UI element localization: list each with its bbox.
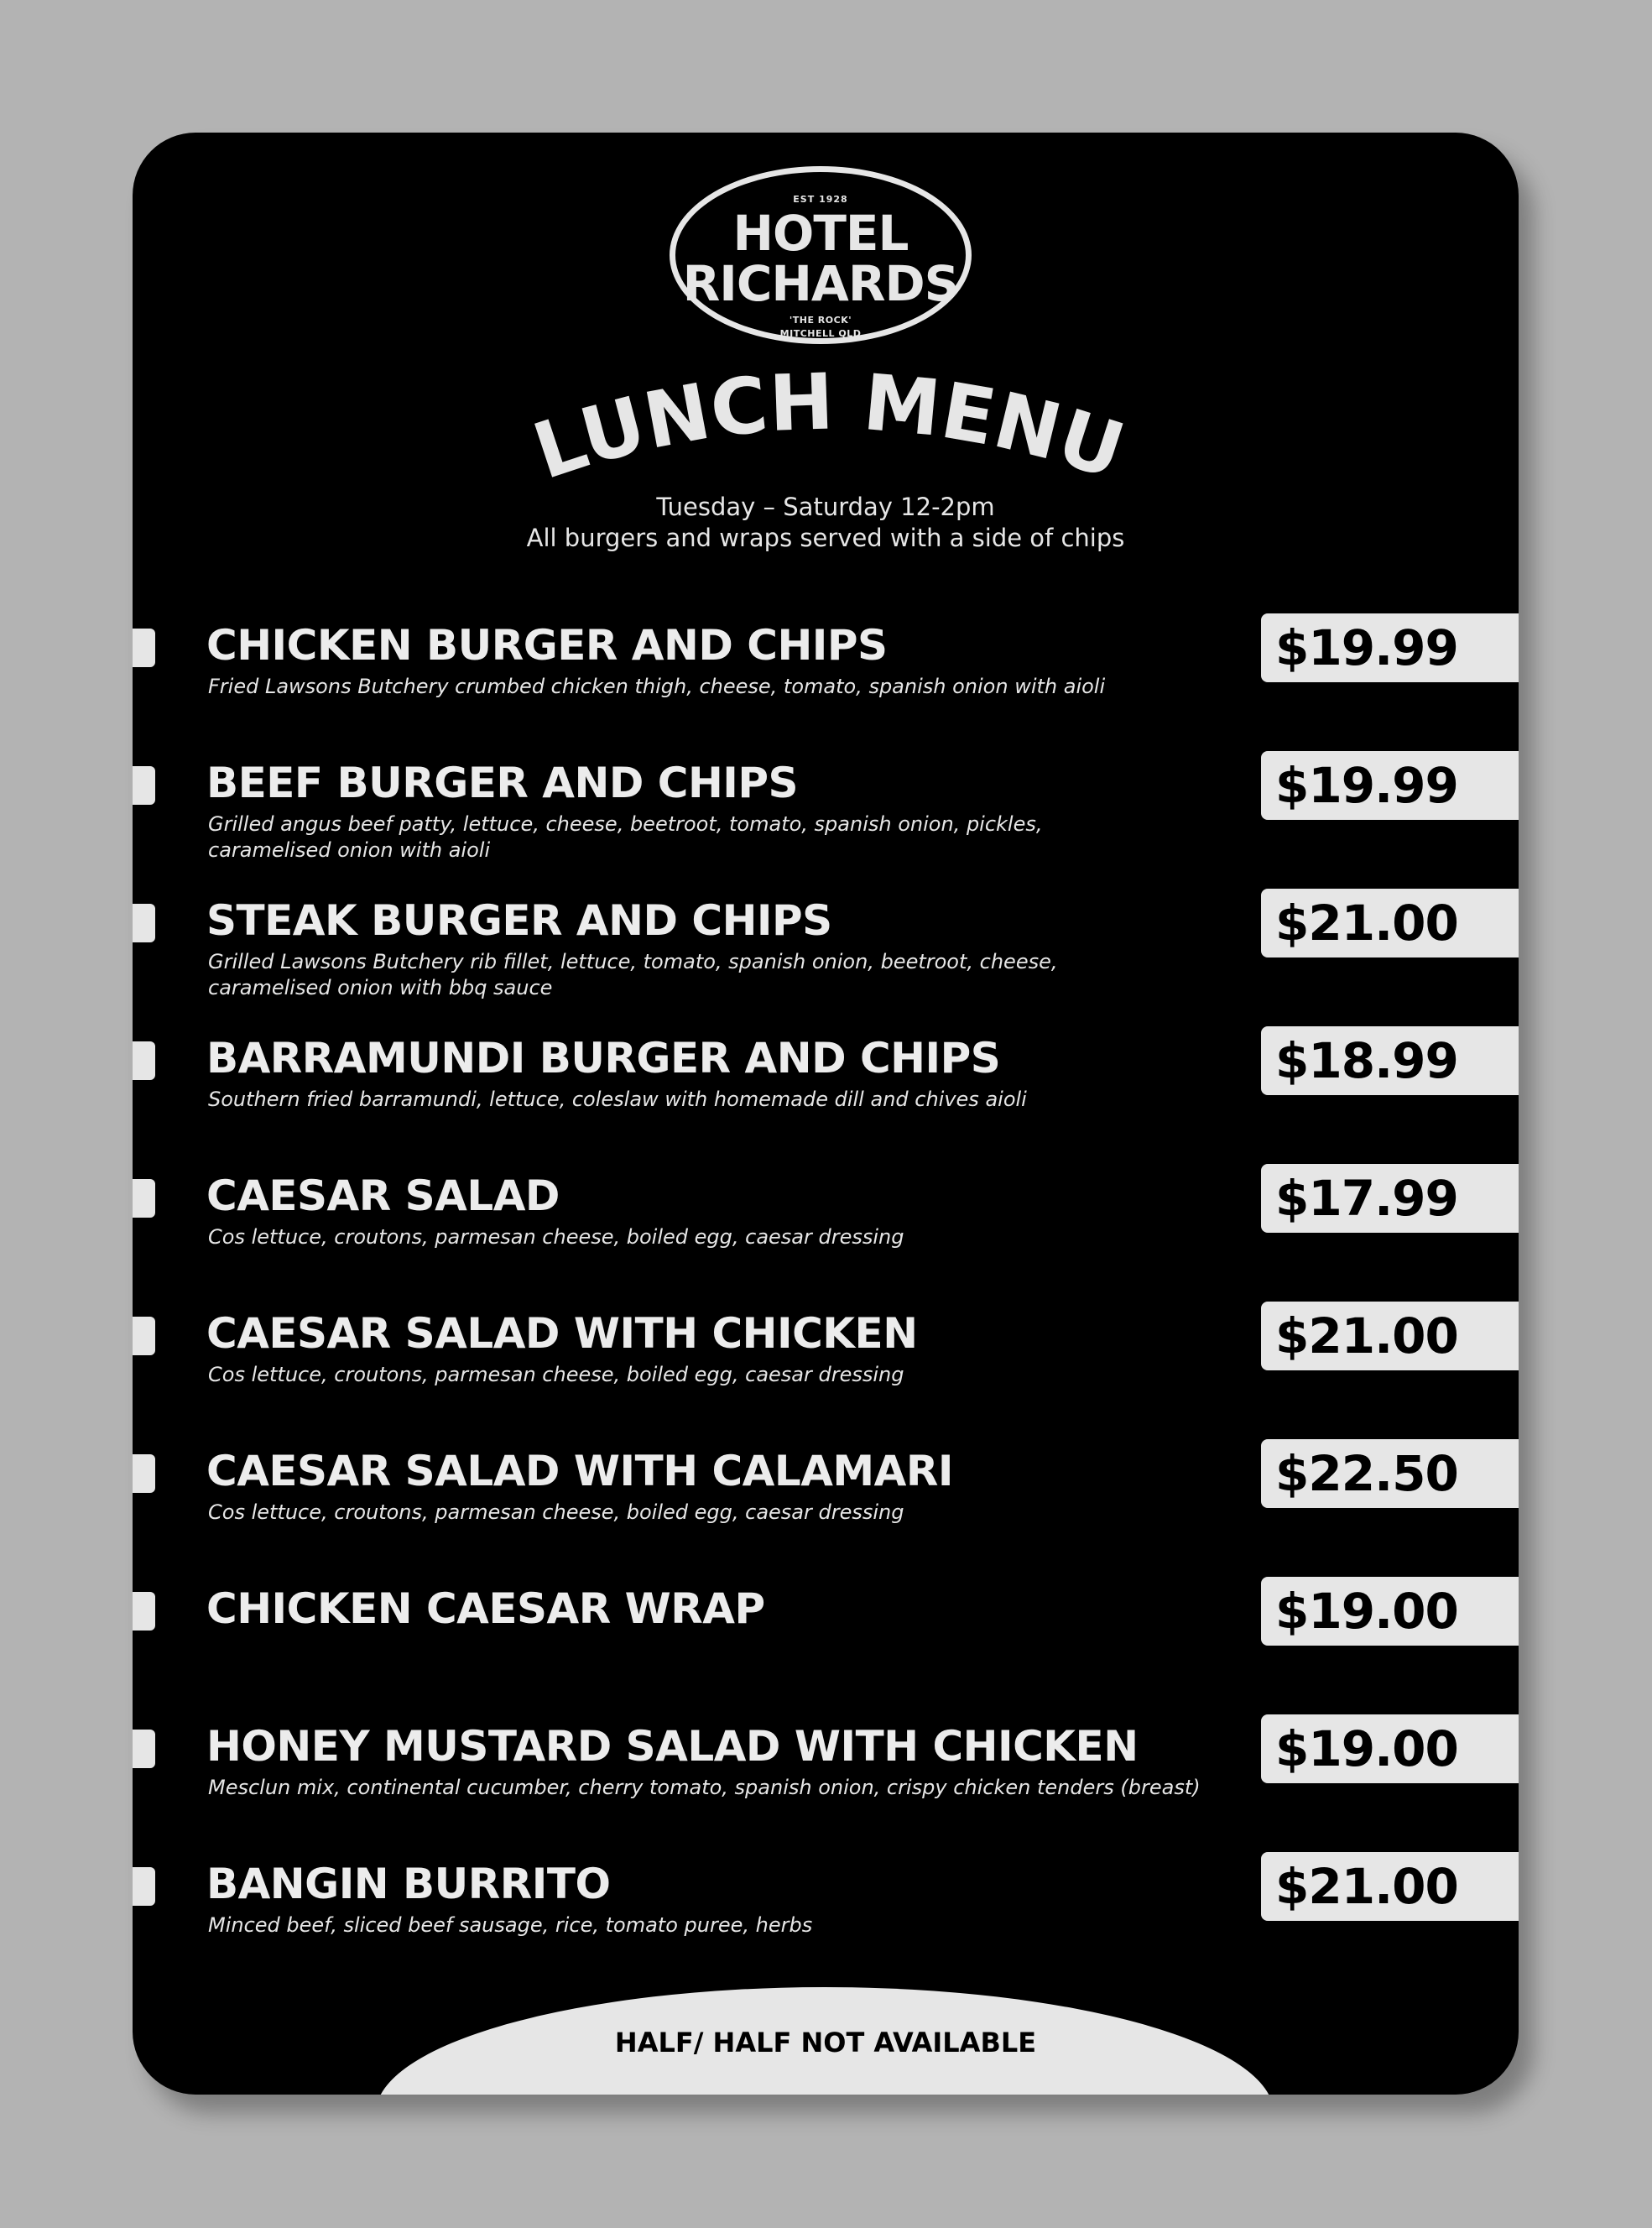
- logo-name-line1: HOTEL: [732, 205, 909, 262]
- menu-item: [133, 1714, 1519, 1840]
- menu-item: [133, 1439, 1519, 1565]
- item-price: $22.50: [1275, 1445, 1458, 1502]
- menu-item: [133, 1164, 1519, 1290]
- item-description: Cos lettuce, croutons, parmesan cheese, boiled egg, caesar dressing: [208, 1225, 904, 1249]
- price-tag: [1261, 1714, 1519, 1783]
- item-price: $21.00: [1275, 895, 1458, 952]
- price-tag: [1261, 751, 1519, 820]
- item-description: Cos lettuce, croutons, parmesan cheese, boiled egg, caesar dressing: [208, 1500, 904, 1524]
- item-name: BANGIN BURRITO: [206, 1860, 611, 1908]
- price-tag: [1261, 1852, 1519, 1921]
- logo-est: EST 1928: [793, 194, 848, 205]
- item-price: $19.00: [1275, 1583, 1458, 1640]
- item-tab-marker: [133, 1867, 155, 1906]
- item-tab-marker: [133, 1592, 155, 1631]
- item-tab-marker: [133, 1730, 155, 1768]
- menu-item: [133, 1026, 1519, 1152]
- item-name: CHICKEN CAESAR WRAP: [206, 1584, 765, 1633]
- price-tag: [1261, 1439, 1519, 1508]
- item-price: $18.99: [1275, 1032, 1458, 1089]
- item-price: $19.99: [1275, 757, 1458, 814]
- price-tag: [1261, 1164, 1519, 1233]
- menu-item: [133, 613, 1519, 739]
- menu-item: [133, 1577, 1519, 1703]
- item-name: STEAK BURGER AND CHIPS: [206, 896, 832, 945]
- half-half-notice: HALF/ HALF NOT AVAILABLE: [614, 2027, 1037, 2058]
- item-price: $19.00: [1275, 1720, 1458, 1777]
- price-tag: [1261, 889, 1519, 957]
- menu-item: [133, 751, 1519, 877]
- svg-text:LUNCH MENU: [523, 357, 1134, 497]
- item-price: $17.99: [1275, 1170, 1458, 1227]
- item-description: Southern fried barramundi, lettuce, coleslaw with homemade dill and chives aioli: [208, 1088, 1027, 1111]
- menu-board: [133, 133, 1519, 2095]
- item-tab-marker: [133, 1041, 155, 1080]
- item-name: CHICKEN BURGER AND CHIPS: [206, 621, 888, 670]
- item-description: Mesclun mix, continental cucumber, cherry tomato, spanish onion, crispy chicken tenders (breast): [208, 1776, 1201, 1799]
- hours-text: Tuesday – Saturday 12-2pm: [656, 493, 995, 521]
- item-name: CAESAR SALAD: [206, 1171, 560, 1220]
- logo-sub-line2: MITCHELL QLD: [779, 328, 862, 339]
- item-name: BEEF BURGER AND CHIPS: [206, 759, 799, 807]
- price-tag: [1261, 1577, 1519, 1646]
- item-tab-marker: [133, 1317, 155, 1355]
- item-description: Grilled Lawsons Butchery rib fillet, lettuce, tomato, spanish onion, beetroot, cheese, caramelised onion with bbq sauce: [208, 950, 1058, 999]
- item-name: BARRAMUNDI BURGER AND CHIPS: [206, 1034, 1001, 1083]
- item-tab-marker: [133, 766, 155, 805]
- item-name: HONEY MUSTARD SALAD WITH CHICKEN: [206, 1722, 1139, 1771]
- item-tab-marker: [133, 1179, 155, 1218]
- menu-item: [133, 1852, 1519, 1978]
- item-description: Minced beef, sliced beef sausage, rice, tomato puree, herbs: [208, 1913, 813, 1937]
- menu-item: [133, 1302, 1519, 1427]
- item-description: Grilled angus beef patty, lettuce, cheese, beetroot, tomato, spanish onion, pickles, caramelised onion with aioli: [208, 812, 1043, 862]
- item-tab-marker: [133, 1454, 155, 1493]
- item-tab-marker: [133, 629, 155, 667]
- price-tag: [1261, 1302, 1519, 1370]
- item-price: $21.00: [1275, 1307, 1458, 1364]
- chips-note: All burgers and wraps served with a side of chips: [526, 524, 1125, 552]
- item-description: Cos lettuce, croutons, parmesan cheese, boiled egg, caesar dressing: [208, 1363, 904, 1386]
- item-tab-marker: [133, 904, 155, 942]
- logo-name-line2: RICHARDS: [682, 255, 959, 312]
- price-tag: [1261, 613, 1519, 682]
- price-tag: [1261, 1026, 1519, 1095]
- item-description: Fried Lawsons Butchery crumbed chicken thigh, cheese, tomato, spanish onion with aioli: [208, 675, 1106, 698]
- item-name: CAESAR SALAD WITH CALAMARI: [206, 1447, 953, 1495]
- item-price: $19.99: [1275, 619, 1458, 676]
- menu-item: [133, 889, 1519, 1015]
- item-name: CAESAR SALAD WITH CHICKEN: [206, 1309, 918, 1358]
- logo-sub-line1: 'THE ROCK': [789, 315, 852, 326]
- hotel-logo: [670, 166, 972, 344]
- menu-title-text: LUNCH MENU: [523, 357, 1134, 498]
- item-price: $21.00: [1275, 1858, 1458, 1915]
